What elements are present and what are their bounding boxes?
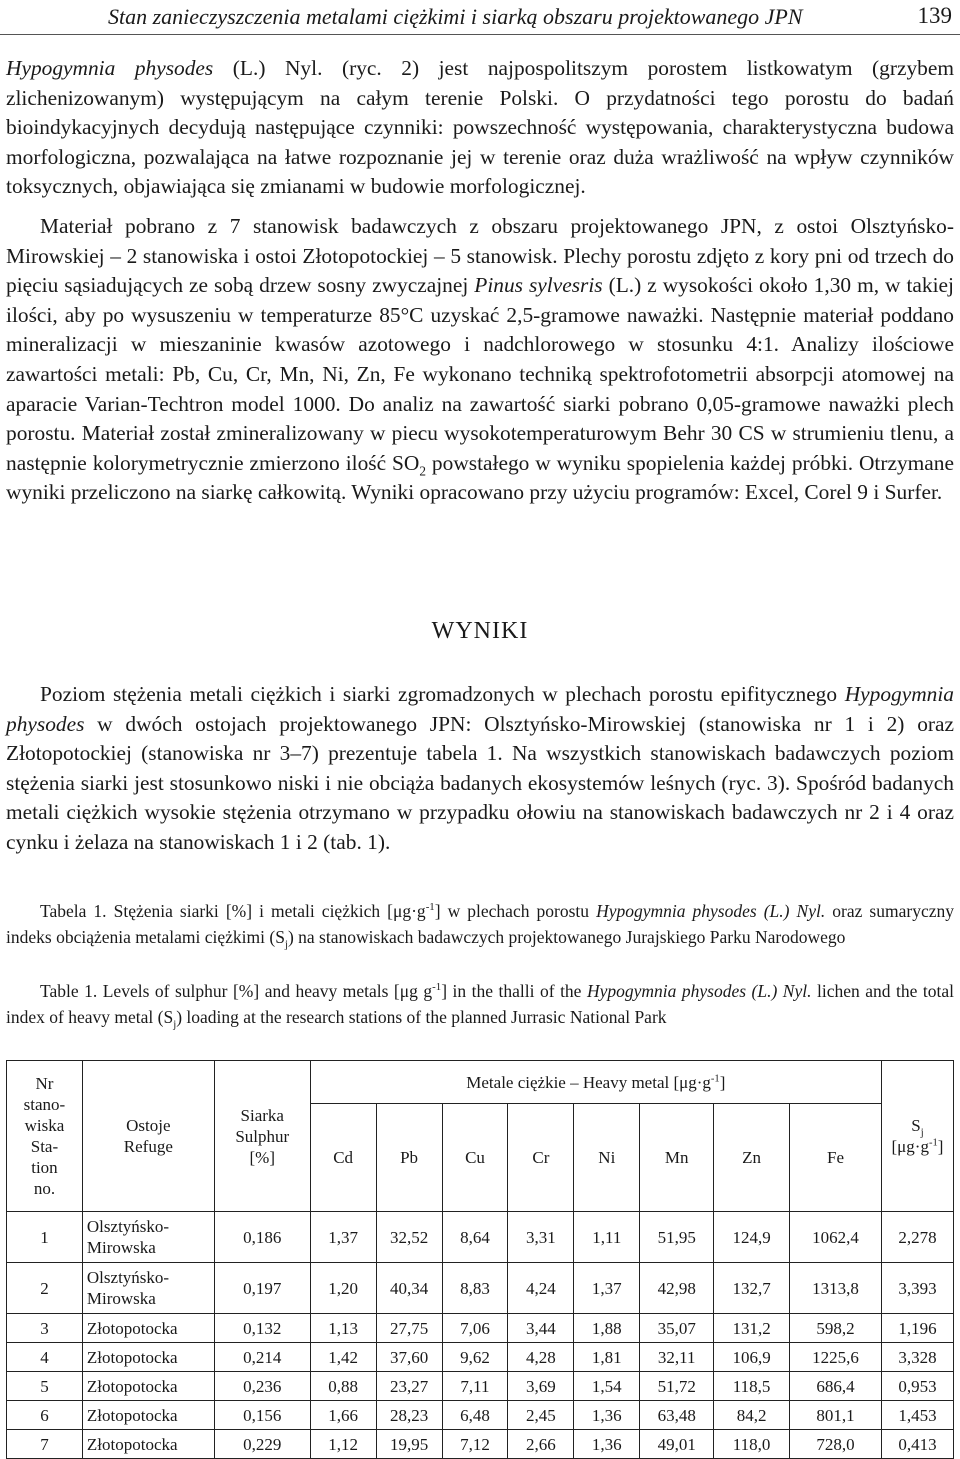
cd-value-cell: 1,42 (310, 1343, 376, 1372)
cu-value-cell: 7,11 (442, 1372, 508, 1401)
caption-en-sub: j (173, 1018, 177, 1031)
station-number-cell: 6 (7, 1401, 83, 1430)
zn-value-cell: 118,5 (714, 1372, 790, 1401)
so2-subscript: 2 (419, 463, 426, 478)
pb-value-cell: 28,23 (376, 1401, 442, 1430)
caption-pl-a: Tabela 1. Stężenia siarki [%] i metali ciężkich [μg·g (40, 901, 426, 921)
header-sulphur-line: Siarka (240, 1105, 284, 1125)
refuge-cell-line: Olsztyńsko- (86, 1268, 170, 1287)
caption-pl-sub: j (284, 938, 288, 951)
refuge-cell-line: Olsztyńsko- (86, 1217, 170, 1236)
cu-value-cell: 7,12 (442, 1430, 508, 1459)
cd-value-cell: 1,66 (310, 1401, 376, 1430)
cd-value-cell: 1,13 (310, 1314, 376, 1343)
station-number-cell: 5 (7, 1372, 83, 1401)
refuge-cell (82, 1372, 214, 1401)
caption-pl-b: ] w plechach porostu (434, 901, 597, 921)
sj-unit-close: ] (937, 1137, 944, 1156)
sj-unit-sup: -1 (928, 1137, 938, 1149)
table-row (7, 1314, 954, 1343)
pb-value-cell: 23,27 (376, 1372, 442, 1401)
caption-pl-text (6, 898, 954, 950)
sj-value-cell: 1,453 (881, 1401, 953, 1430)
fe-value-cell: 801,1 (790, 1401, 882, 1430)
sj-unit: [μg·g (891, 1137, 929, 1156)
sj-value-cell: 2,278 (881, 1212, 953, 1263)
intro-paragraph-2 (6, 212, 954, 508)
header-heavy-metals (310, 1061, 881, 1104)
intro-paragraph-2-text-c: powstałego w wyniku spopielenia każdej próbki. Otrzymane wyniki przeliczono na siarkę całkowitą. Wyniki opracowano przy użyciu programów: Excel, Corel 9 i Surfer. (6, 450, 954, 505)
intro-paragraph-2-text-b: (L.) z wysokości około 1,30 m, w takiej ilości, aby po wysuszeniu w temperaturze 85°C uzyskać 2,5-gramowe naważki. Następnie materiał poddano mineralizacji w mieszaninie kwasów azotowego i nadchlorowego w stosunku 4:1. Analizy ilościowe zawartości metali: Pb, Cu, Cr, Mn, Ni, Zn, Fe wykonano techniką spektrofotometrii absorpcji atomowej na aparacie Varian-Techtron model 1000. Do analiz na zawartość siarki pobrano 0,05-gramowe naważki plech porostu. Materiał został zmineralizowany w piecu wysokotemperaturowym Behr 30 CS w strumieniu tlenu, a następnie kolorymetrycznie zmierzono ilość SO (6, 273, 954, 475)
table-row (7, 1343, 954, 1372)
mn-value-cell: 32,11 (640, 1343, 714, 1372)
refuge-cell (82, 1430, 214, 1459)
zn-value-cell: 124,9 (714, 1212, 790, 1263)
ni-value-cell: 1,81 (574, 1343, 640, 1372)
mn-value-cell: 49,01 (640, 1430, 714, 1459)
table-row (7, 1430, 954, 1459)
header-sulphur (214, 1061, 310, 1212)
cr-value-cell: 4,24 (508, 1263, 574, 1314)
mn-value-cell: 42,98 (640, 1263, 714, 1314)
sj-value-cell: 0,413 (881, 1430, 953, 1459)
cu-value-cell: 6,48 (442, 1401, 508, 1430)
refuge-cell-line: Złotopotocka (86, 1405, 178, 1425)
header-station-line: tion (31, 1158, 58, 1177)
zn-value-cell: 106,9 (714, 1343, 790, 1372)
station-number-cell: 7 (7, 1430, 83, 1459)
metals-group-close: ] (719, 1072, 726, 1092)
metals-group-sup: -1 (710, 1072, 720, 1084)
header-metal-pb: Pb (376, 1104, 442, 1212)
sulphur-value-cell: 0,214 (214, 1343, 310, 1372)
header-station (7, 1061, 83, 1212)
station-number-cell: 2 (7, 1263, 83, 1314)
fe-value-cell: 728,0 (790, 1430, 882, 1459)
header-metal-cr: Cr (508, 1104, 574, 1212)
fe-value-cell: 686,4 (790, 1372, 882, 1401)
table-row (7, 1212, 954, 1263)
cr-value-cell: 2,66 (508, 1430, 574, 1459)
refuge-cell-line: Złotopotocka (86, 1434, 178, 1454)
pb-value-cell: 27,75 (376, 1314, 442, 1343)
header-refuge-line: Ostoje (126, 1116, 171, 1135)
running-head (0, 0, 960, 35)
species-name: Hypogymnia physodes (6, 56, 214, 80)
table-row (7, 1372, 954, 1401)
cr-value-cell: 2,45 (508, 1401, 574, 1430)
cd-value-cell: 1,20 (310, 1263, 376, 1314)
pb-value-cell: 37,60 (376, 1343, 442, 1372)
sulphur-value-cell: 0,132 (214, 1314, 310, 1343)
table-row (7, 1401, 954, 1430)
refuge-cell-line: Mirowska (86, 1289, 156, 1308)
caption-en-b: ] in the thalli of the (441, 981, 587, 1001)
sulphur-value-cell: 0,156 (214, 1401, 310, 1430)
fe-value-cell: 1225,6 (790, 1343, 882, 1372)
caption-pl-species: Hypogymnia physodes (L.) Nyl. (596, 901, 826, 921)
caption-en-c: lichen and the total index of heavy metal (S (6, 981, 954, 1027)
pb-value-cell: 40,34 (376, 1263, 442, 1314)
header-refuge-line: Refuge (123, 1137, 173, 1156)
header-refuge (82, 1061, 214, 1212)
header-station-line: stano- (23, 1095, 66, 1114)
pb-value-cell: 32,52 (376, 1212, 442, 1263)
zn-value-cell: 118,0 (714, 1430, 790, 1459)
fe-value-cell: 1313,8 (790, 1263, 882, 1314)
refuge-cell-line: Złotopotocka (86, 1376, 178, 1396)
ni-value-cell: 1,36 (574, 1430, 640, 1459)
header-station-line: Nr (35, 1074, 54, 1093)
results-text-b: w dwóch ostojach projektowanego JPN: Olsztyńsko-Mirowskiej (stanowiska nr 1 i 2) oraz Złotopotockiej (stanowiska nr 3–7) prezentuje tabela 1. Na wszystkich stanowiskach badawczych poziom stężenia siarki jest stosunkowo niski i nie obciąża badanych ekosystemów leśnych (ryc. 3). Spośród badanych metali ciężkich wysokie stężenia otrzymano w przypadku ołowiu na stanowiskach badawczych nr 2 i 4 oraz cynku i żelaza na stanowiskach 1 i 2 (tab. 1). (6, 711, 954, 854)
header-metal-ni: Ni (574, 1104, 640, 1212)
cu-value-cell: 9,62 (442, 1343, 508, 1372)
page-number: 139 (917, 3, 952, 28)
caption-en-a: Table 1. Levels of sulphur [%] and heavy metals [μg g (40, 981, 433, 1001)
intro-paragraph-1 (6, 54, 954, 202)
cr-value-cell: 3,31 (508, 1212, 574, 1263)
sj-value-cell: 1,196 (881, 1314, 953, 1343)
zn-value-cell: 131,2 (714, 1314, 790, 1343)
caption-en-sup: -1 (432, 981, 442, 994)
table-caption-english (6, 978, 954, 1030)
mn-value-cell: 51,72 (640, 1372, 714, 1401)
station-number-cell: 4 (7, 1343, 83, 1372)
refuge-cell (82, 1263, 214, 1314)
results-text-a: Poziom stężenia metali ciężkich i siarki zgromadzonych w plechach porostu epifitycznego (40, 682, 845, 706)
results-text (6, 680, 954, 858)
caption-pl-sup: -1 (425, 901, 435, 914)
header-metal-cd: Cd (310, 1104, 376, 1212)
refuge-cell (82, 1212, 214, 1263)
caption-en-d: ) loading at the research stations of the planned Jurrasic National Park (176, 1007, 667, 1027)
header-metal-mn: Mn (640, 1104, 714, 1212)
ni-value-cell: 1,36 (574, 1401, 640, 1430)
tree-species-name: Pinus sylvesris (474, 273, 603, 298)
running-head-title: Stan zanieczyszczenia metalami ciężkimi i siarką obszaru projektowanego JPN (108, 4, 803, 29)
table-row (7, 1263, 954, 1314)
sulphur-value-cell: 0,229 (214, 1430, 310, 1459)
metals-group-label: Metale ciężkie – Heavy metal [μg·g (466, 1072, 711, 1092)
cr-value-cell: 3,44 (508, 1314, 574, 1343)
table-caption-polish (6, 898, 954, 950)
refuge-cell-line: Złotopotocka (86, 1347, 178, 1367)
cd-value-cell: 0,88 (310, 1372, 376, 1401)
ni-value-cell: 1,11 (574, 1212, 640, 1263)
cu-value-cell: 8,83 (442, 1263, 508, 1314)
sj-sub: j (920, 1127, 924, 1139)
mn-value-cell: 51,95 (640, 1212, 714, 1263)
ni-value-cell: 1,88 (574, 1314, 640, 1343)
header-sulphur-line: Sulphur (235, 1126, 290, 1146)
header-metal-cu: Cu (442, 1104, 508, 1212)
zn-value-cell: 84,2 (714, 1401, 790, 1430)
fe-value-cell: 598,2 (790, 1314, 882, 1343)
sulphur-value-cell: 0,236 (214, 1372, 310, 1401)
zn-value-cell: 132,7 (714, 1263, 790, 1314)
mn-value-cell: 35,07 (640, 1314, 714, 1343)
station-number-cell: 1 (7, 1212, 83, 1263)
header-sulphur-line: [%] (249, 1147, 275, 1167)
header-sj (881, 1061, 953, 1212)
sulphur-value-cell: 0,197 (214, 1263, 310, 1314)
header-station-line: wiska (24, 1116, 65, 1135)
header-station-line: Sta- (30, 1137, 59, 1156)
pb-value-cell: 19,95 (376, 1430, 442, 1459)
cr-value-cell: 4,28 (508, 1343, 574, 1372)
cu-value-cell: 8,64 (442, 1212, 508, 1263)
refuge-cell-line: Mirowska (86, 1238, 156, 1257)
header-station-line: no. (33, 1179, 56, 1198)
fe-value-cell: 1062,4 (790, 1212, 882, 1263)
results-species-name: Hypogymnia physodes (6, 682, 954, 736)
section-heading: WYNIKI (431, 618, 529, 644)
mn-value-cell: 63,48 (640, 1401, 714, 1430)
sj-symbol: S (911, 1116, 921, 1135)
cd-value-cell: 1,12 (310, 1430, 376, 1459)
refuge-cell (82, 1314, 214, 1343)
caption-en-species: Hypogymnia physodes (L.) Nyl. (586, 981, 812, 1001)
sulphur-value-cell: 0,186 (214, 1212, 310, 1263)
sj-value-cell: 3,393 (881, 1263, 953, 1314)
intro-paragraph-1-text: (L.) Nyl. (ryc. 2) jest najpospolitszym porostem listkowatym (grzybem zlichenizowanym) występującym na całym terenie Polski. O przydatności tego porostu do badań bioindykacyjnych decydują następujące czynniki: powszechność występowania, charakterystyczna budowa morfologiczna, pozwalająca na łatwe rozpoznanie jej w terenie oraz duża wrażliwość na wpływ czynników toksycznych, objawiająca się zmianami w budowie morfologicznej. (6, 56, 954, 199)
results-paragraph (6, 680, 954, 858)
sj-value-cell: 0,953 (881, 1372, 953, 1401)
station-number-cell: 3 (7, 1314, 83, 1343)
cr-value-cell: 3,69 (508, 1372, 574, 1401)
refuge-cell-line: Złotopotocka (86, 1318, 178, 1338)
refuge-cell (82, 1401, 214, 1430)
header-metal-zn: Zn (714, 1104, 790, 1212)
ni-value-cell: 1,37 (574, 1263, 640, 1314)
results-table (6, 1060, 954, 1459)
ni-value-cell: 1,54 (574, 1372, 640, 1401)
caption-pl-d: ) na stanowiskach badawczych projektowanego Jurajskiego Parku Narodowego (287, 927, 846, 947)
methods-text (6, 54, 954, 508)
caption-en-text (6, 978, 954, 1030)
sj-value-cell: 3,328 (881, 1343, 953, 1372)
header-metal-fe: Fe (790, 1104, 882, 1212)
cu-value-cell: 7,06 (442, 1314, 508, 1343)
cd-value-cell: 1,37 (310, 1212, 376, 1263)
caption-pl-c: oraz sumaryczny indeks obciążenia metalami ciężkimi (S (6, 901, 954, 947)
refuge-cell (82, 1343, 214, 1372)
intro-paragraph-2-text-a: Materiał pobrano z 7 stanowisk badawczych z obszaru projektowanego JPN, z ostoi Olsztyńsko-Mirowskiej – 2 stanowiska i ostoi Złotopotockiej – 5 stanowisk. Plechy porostu zdjęto z kory pni od trzech do pięciu sąsiadujących ze sobą drzew sosny zwyczajnej (6, 213, 954, 298)
